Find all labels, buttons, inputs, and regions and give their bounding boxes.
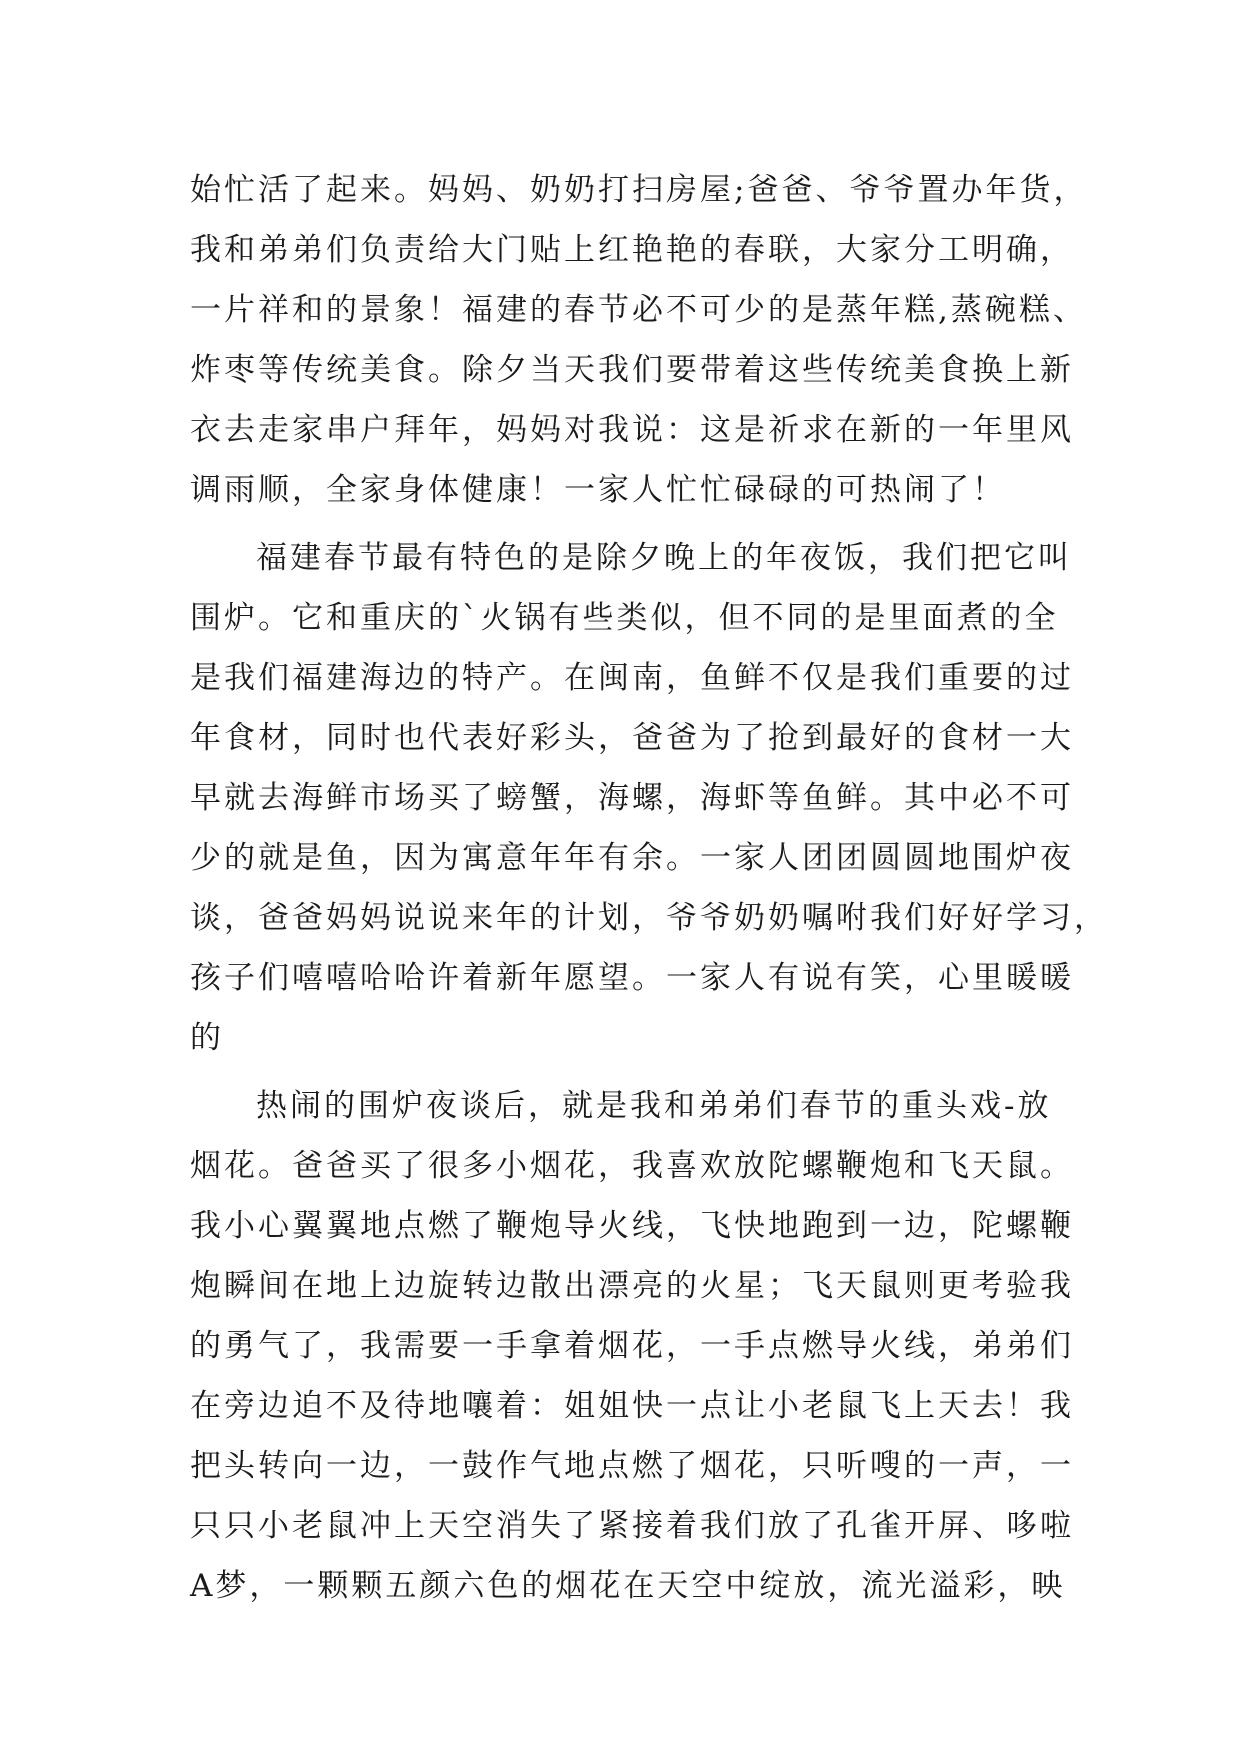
text-line: 只只小老鼠冲上天空消失了紧接着我们放了孔雀开屏、哆啦: [190, 1508, 1074, 1544]
text-line: 我小心翼翼地点燃了鞭炮导火线，飞快地跑到一边，陀螺鞭: [190, 1208, 1074, 1244]
text-line: 围炉。它和重庆的`火锅有些类似，但不同的是里面煮的全: [190, 600, 1059, 636]
text-line: 早就去海鲜市场买了螃蟹，海螺，海虾等鱼鲜。其中必不可: [190, 780, 1074, 816]
text-line: 少的就是鱼，因为寓意年年有余。一家人团团圆圆地围炉夜: [190, 840, 1074, 876]
text-line: 衣去走家串户拜年，妈妈对我说：这是祈求在新的一年里风: [190, 412, 1074, 448]
text-line: 始忙活了起来。妈妈、奶奶打扫房屋;爸爸、爷爷置办年货，: [190, 172, 1088, 208]
text-line: 一片祥和的景象！福建的春节必不可少的是蒸年糕,蒸碗糕、: [190, 292, 1087, 328]
text-line: 把头转向一边，一鼓作气地点燃了烟花，只听嗖的一声，一: [190, 1448, 1074, 1484]
text-line: A梦，一颗颗五颜六色的烟花在天空中绽放，流光溢彩，映: [190, 1568, 1066, 1604]
text-line: 年食材，同时也代表好彩头，爸爸为了抢到最好的食材一大: [190, 720, 1074, 756]
text-line: 的: [190, 1020, 224, 1056]
text-line: 是我们福建海边的特产。在闽南，鱼鲜不仅是我们重要的过: [190, 660, 1074, 696]
text-line: 在旁边迫不及待地嚷着：姐姐快一点让小老鼠飞上天去！我: [190, 1388, 1074, 1424]
text-line: 我和弟弟们负责给大门贴上红艳艳的春联，大家分工明确，: [190, 232, 1074, 268]
text-line: 炸枣等传统美食。除夕当天我们要带着这些传统美食换上新: [190, 352, 1074, 388]
text-line: 的勇气了，我需要一手拿着烟花，一手点燃导火线，弟弟们: [190, 1328, 1074, 1364]
paragraph-start-line: 热闹的围炉夜谈后，就是我和弟弟们春节的重头戏-放: [256, 1088, 1052, 1124]
text-line: 炮瞬间在地上边旋转边散出漂亮的火星；飞天鼠则更考验我: [190, 1268, 1074, 1304]
text-line: 调雨顺，全家身体健康！一家人忙忙碌碌的可热闹了！: [190, 472, 1006, 508]
text-line: 烟花。爸爸买了很多小烟花，我喜欢放陀螺鞭炮和飞天鼠。: [190, 1148, 1074, 1184]
text-line: 孩子们嘻嘻哈哈许着新年愿望。一家人有说有笑，心里暖暖: [190, 960, 1074, 996]
text-line: 谈，爸爸妈妈说说来年的计划，爷爷奶奶嘱咐我们好好学习，: [190, 900, 1108, 936]
essay-body: [190, 160, 1108, 1616]
paragraph-start-line: 福建春节最有特色的是除夕晚上的年夜饭，我们把它叫: [256, 540, 1072, 576]
